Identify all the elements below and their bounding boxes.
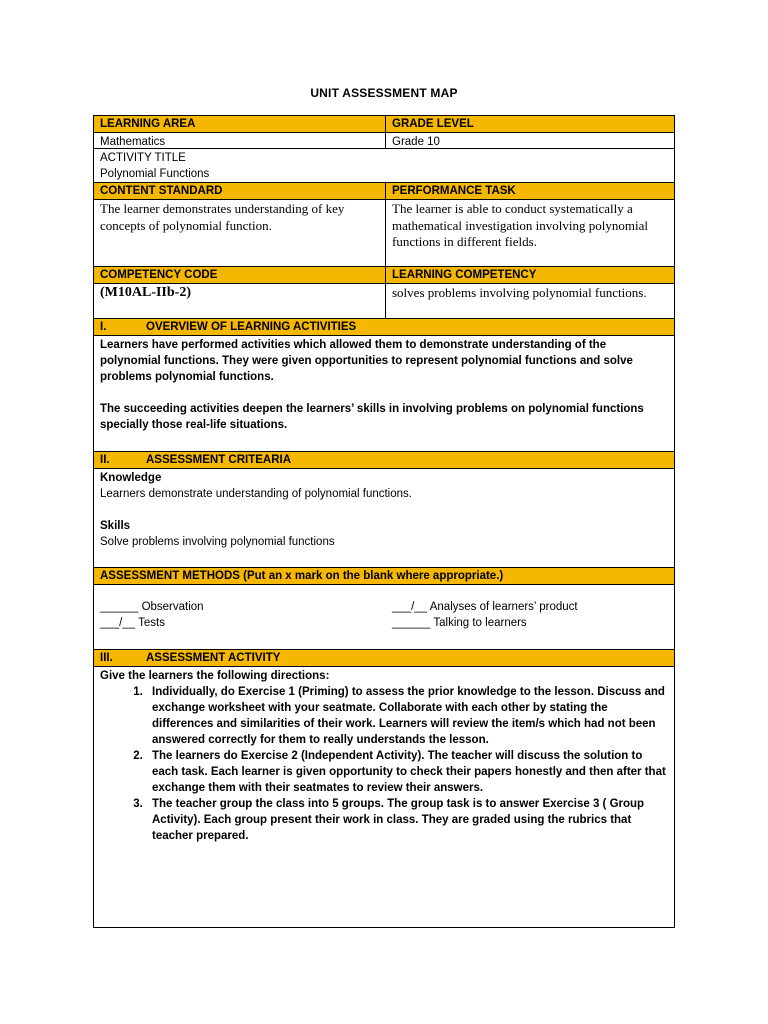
competency-code-value: (M10AL-IIb-2) <box>94 284 386 318</box>
knowledge-label: Knowledge <box>100 472 162 484</box>
learning-area-header-row <box>94 116 674 133</box>
activity-intro: Give the learners the following directions: <box>100 670 330 682</box>
analyses-option[interactable]: ___/__ Analyses of learners’ product <box>392 601 578 613</box>
criteria-label: ASSESSMENT CRITEARIA <box>146 454 292 466</box>
activity-body <box>94 667 674 927</box>
learning-competency-value: solves problems involving polynomial functions. <box>392 285 647 300</box>
activity-body-row <box>94 667 674 927</box>
overview-header-row <box>94 319 674 336</box>
methods-options <box>94 599 674 631</box>
list-item: 1. Individually, do Exercise 1 (Priming) to assess the prior knowledge to the lesson. Discuss and exchange worksheet with your seatmate. Collaborate with each other by stating the differences and similarities of their work. Learners will review the item/s which had not been answered correctly for them to really understands the lesson. <box>146 684 668 748</box>
assessment-map-table <box>93 115 675 928</box>
content-standard-label: CONTENT STANDARD <box>94 183 386 199</box>
observation-option[interactable]: ______ Observation <box>100 601 204 613</box>
tests-option[interactable]: ___/__ Tests <box>100 617 166 629</box>
grade-level-label: GRADE LEVEL <box>392 118 474 130</box>
learning-area-label: LEARNING AREA <box>94 116 386 132</box>
activity-title-value: Polynomial Functions <box>100 168 210 180</box>
criteria-number: II. <box>100 454 110 466</box>
list-item: 2. The learners do Exercise 2 (Independent Activity). The teacher will discuss the solution to each task. Each learner is given opportunity to check their papers honestly and then after that exchange them with their seatmates to review their answers. <box>146 748 668 796</box>
activity-header-row <box>94 650 674 667</box>
criteria-body-row <box>94 469 674 568</box>
activity-number: III. <box>100 652 113 664</box>
criteria-body <box>94 469 674 567</box>
talking-option[interactable]: ______ Talking to learners <box>392 617 527 629</box>
methods-body-row <box>94 585 674 650</box>
skills-text: Solve problems involving polynomial functions <box>100 536 335 548</box>
competency-value-row <box>94 284 674 319</box>
learning-area-value-row <box>94 133 674 149</box>
activity-title-row <box>94 149 674 183</box>
standard-text-row <box>94 200 674 267</box>
activity-label: ASSESSMENT ACTIVITY <box>146 652 281 664</box>
activity-title-label: ACTIVITY TITLE <box>100 152 186 164</box>
methods-label: ASSESSMENT METHODS <box>100 570 240 582</box>
page-title: UNIT ASSESSMENT MAP <box>310 86 458 100</box>
overview-label: OVERVIEW OF LEARNING ACTIVITIES <box>146 321 357 333</box>
competency-header-row <box>94 267 674 284</box>
methods-header-row <box>94 568 674 585</box>
overview-paragraph-2: The succeeding activities deepen the learners’ skills in involving problems on polynomial functions specially those real-life situations. <box>100 403 644 431</box>
overview-number: I. <box>100 321 107 333</box>
list-item: 3. The teacher group the class into 5 groups. The group task is to answer Exercise 3 ( Group Activity). Each group present their work in class. They are graded using the rubrics that teacher prepared. <box>146 796 668 844</box>
competency-code-label: COMPETENCY CODE <box>94 267 386 283</box>
activity-heading <box>94 650 674 666</box>
criteria-heading <box>94 452 674 468</box>
methods-options-row-2 <box>94 615 674 631</box>
methods-note: (Put an x mark on the blank where appropriate.) <box>243 570 504 582</box>
methods-options-row-1 <box>94 599 674 615</box>
grade-level-value: Grade 10 <box>392 136 440 148</box>
overview-body-row <box>94 336 674 452</box>
performance-task-label: PERFORMANCE TASK <box>392 185 516 197</box>
activity-directions-list <box>100 684 668 844</box>
skills-label: Skills <box>100 520 131 532</box>
overview-heading <box>94 319 674 335</box>
knowledge-text: Learners demonstrate understanding of polynomial functions. <box>100 488 412 500</box>
methods-heading <box>94 568 674 584</box>
content-standard-text: The learner demonstrates understanding of key concepts of polynomial function. <box>94 200 386 266</box>
learning-area-value: Mathematics <box>94 133 386 148</box>
activity-title-cell <box>94 149 674 182</box>
criteria-header-row <box>94 452 674 469</box>
overview-paragraph-1: Learners have performed activities which allowed them to demonstrate understanding of the polynomial functions. They were given opportunities to represent polynomial functions and solve problems polynomial functions. <box>100 339 633 383</box>
standard-header-row <box>94 183 674 200</box>
overview-body <box>94 336 674 451</box>
performance-task-text: The learner is able to conduct systematically a mathematical investigation involving polynomial functions in different fields. <box>392 201 648 249</box>
learning-competency-label: LEARNING COMPETENCY <box>392 269 537 281</box>
